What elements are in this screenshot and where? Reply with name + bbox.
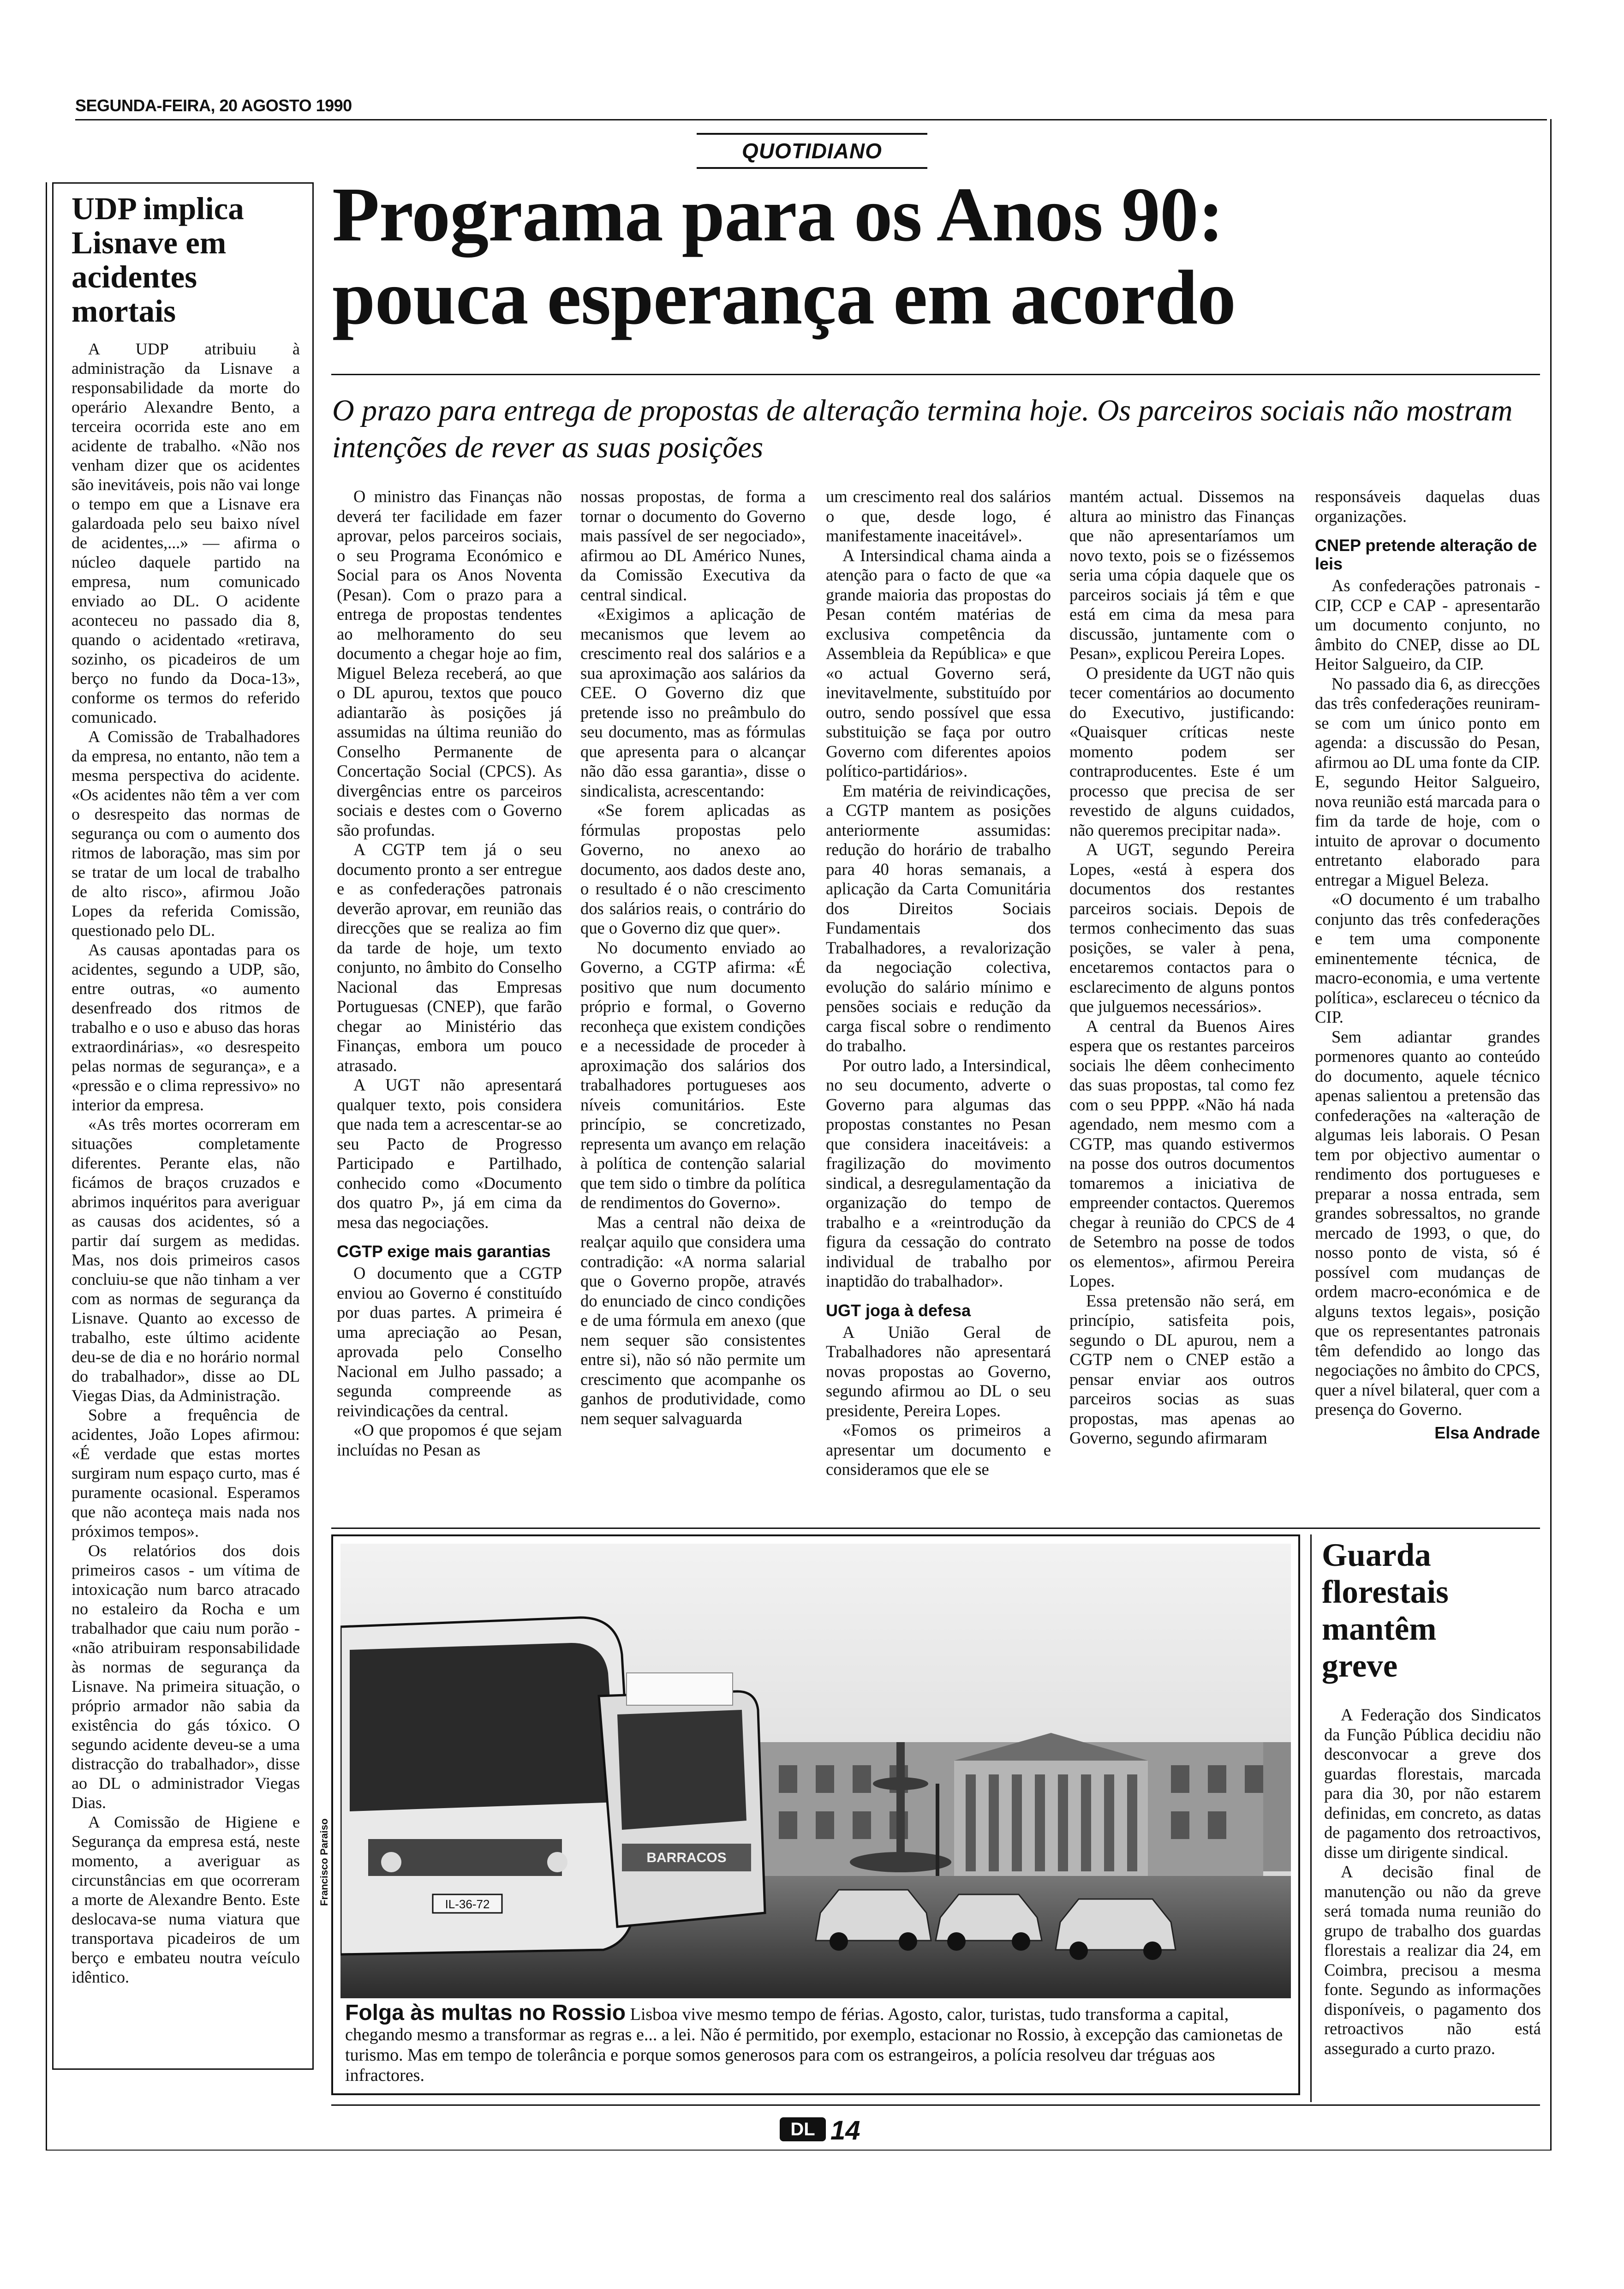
photo-top-rule — [331, 1528, 1540, 1529]
paragraph: responsáveis daquelas duas organizações. — [1315, 487, 1540, 526]
right-story-body — [1324, 1705, 1541, 2058]
paragraph: O documento que a CGTP enviou ao Governo é constituído por duas partes. A primeira é uma apreciação ao Pesan, aprovada pelo Conselho Nacional em Julho passado; a segunda compreende as reivindicações da central. — [337, 1264, 562, 1420]
section-label-box — [697, 133, 927, 169]
byline: Elsa Andrade — [1434, 1423, 1540, 1442]
paragraph: Os relatórios dos dois primeiros casos - um vítima de intoxicação num barco atracado no estaleiro da Rocha e um trabalhador que caiu num porão - «não atribuiram responsabilidade às normas de segurança da Lisnave. Na primeira situação, o próprio armador não sabia da existência do gás tóxico. O segundo acidente deveu-se a uma distracção do trabalhador», disse ao DL o administrador Viegas Dias. — [72, 1541, 300, 1812]
paragraph: No passado dia 6, as direcções das três confederações reuniram-se com um único ponto em agenda: a discussão do Pesan, afirmou ao DL uma fonte da CIP. E, segundo Heitor Salgueiro, nova reunião está marcada para o fim da tarde de hoje, com o intuito de aprovar o documento entretanto elaborado para entregar a Miguel Beleza. — [1315, 674, 1540, 889]
paragraph: A Comissão de Higiene e Segurança da empresa está, neste momento, a averiguar as circunstâncias em que ocorreram a morte de Alexandre Bento. Este deslocava-se numa viatura que transportava picadeiros de um berço e embateu noutra veículo idêntico. — [72, 1813, 300, 1986]
footer-logo-text: DL — [790, 2119, 815, 2139]
paragraph: A União Geral de Trabalhadores não apresentará novas propostas ao Governo, segundo afirmou ao DL o seu presidente, Pereira Lopes. — [826, 1322, 1051, 1420]
paragraph: Em matéria de reivindicações, a CGTP mantem as posições anteriormente assumidas: redução do horário de trabalho para 40 horas semanais, a aplicação da Carta Comunitária dos Direitos Sociais Fundamentais dos Trabalhadores, a revalorização da negociação colectiva, evolução do salário mínimo e pensões sociais e redução da carga fiscal sobre o rendimento do trabalho. — [826, 781, 1051, 1055]
rossio-photo-illustration — [340, 1544, 1291, 1998]
section-label: QUOTIDIANO — [742, 139, 882, 163]
paragraph: A Comissão de Trabalhadores da empresa, no entanto, não tem a mesma perspectiva do acidente. «Os acidentes não têm a ver com o desrespeito das normas de segurança ou com o aumento dos ritmos de laboração, mas sim por se tratar de um local de trabalho de alto risco», afirmou João Lopes da referida Comissão, questionado pelo DL. — [72, 727, 300, 940]
headline-rule — [331, 374, 1540, 375]
paragraph: A decisão final de manutenção ou não da greve será tomada numa reunião do grupo de trabalho dos guardas florestais a realizar dia 24, em Coimbra, precisou a mesma fonte. Segundo as informações disponíveis, o pagamento dos retroactivos não está assegurado a curto prazo. — [1324, 1862, 1541, 2058]
photo-image — [340, 1544, 1291, 1998]
paragraph: As confederações patronais - CIP, CCP e CAP - apresentarão um documento conjunto, no âmbito do CNEP, disse ao DL Heitor Salgueiro, da CIP. — [1315, 576, 1540, 673]
bus-plate-text: IL-36-72 — [445, 1897, 490, 1911]
paragraph: «O que propomos é que sejam incluídas no Pesan as — [337, 1420, 562, 1459]
page-bottom-rule — [46, 2150, 1552, 2151]
paragraph: Mas a central não deixa de realçar aquilo que considera uma contradição: «A norma salarial que o Governo propõe, através do enunciado de cinco condições e de uma fórmula em anexo (que nem sequer são consistentes entre si), não só não permite um crescimento que acompanhe os ganhos de produtividade, como nem sequer salvaguarda — [580, 1212, 806, 1428]
paragraph: No documento enviado ao Governo, a CGTP afirma: «É positivo que num documento próprio e formal, o Governo reconheça que existem condições e a necessidade de proceder à aproximação dos salários dos trabalhadores portugueses aos níveis comunitários. Este princípio, se concretizado, representa um avanço em relação à política de contenção salarial que tem sido o timbre da política de rendimentos do Governo». — [580, 938, 806, 1212]
bus-sign-text: BARRACOS — [646, 1850, 727, 1865]
headline-line-1: Programa para os Anos 90: — [332, 172, 1224, 258]
bottom-rule — [331, 2104, 1540, 2106]
right-story-divider — [1310, 1534, 1312, 2102]
main-col-3 — [826, 487, 1051, 1480]
headline-line-2: pouca esperança em acordo — [332, 255, 1236, 341]
paragraph: «Se forem aplicadas as fórmulas propostas pelo Governo, no anexo ao documento, aos dados deste ano, o resultado é o não crescimento dos salários reais, o contrário do que o Governo diz que quer». — [580, 801, 806, 937]
main-headline — [332, 173, 1541, 339]
main-col-5 — [1315, 487, 1540, 1443]
paragraph: mantém actual. Dissemos na altura ao ministro das Finanças que não apresentaríamos um novo texto, pois se o fizéssemos seria uma cópia daquele que os parceiros sociais já têm e que está em cima da mesa para discussão, juntamente com o Pesan», explicou Pereira Lopes. — [1069, 487, 1295, 663]
subhead-ugt: UGT joga à defesa — [826, 1300, 971, 1320]
caption-title: Folga às multas no Rossio — [345, 2001, 626, 2025]
paragraph: Por outro lado, a Intersindical, no seu documento, adverte o Governo para algumas das propostas constantes no Pesan que considera inaceitáveis: a fragilização do movimento sindical, a desregulamentação da organização do tempo de trabalho e a «reintrodução da figura da cessação do contrato individual de trabalho por inaptidão do trabalhador». — [826, 1055, 1051, 1290]
paragraph: A UGT não apresentará qualquer texto, pois considera que nada tem a acrescentar-se ao seu Pacto de Progresso Participado e Partilhado, conhecido como «Documento dos quatro P», já em cima da mesa das negociações. — [337, 1075, 562, 1232]
footer-logo — [780, 2117, 826, 2141]
photo-caption — [345, 2003, 1291, 2085]
header-rule — [75, 119, 1547, 120]
left-story-title: UDP implica Lisnave em acidentes mortais — [72, 191, 244, 329]
paragraph: Essa pretensão não será, em princípio, satisfeita pois, segundo o DL apurou, nem a CGTP nem o CNEP estão a pensar enviar aos outros parceiros socias as suas propostas, mas apenas ao Governo, segundo afirmaram — [1069, 1291, 1295, 1447]
subhead-cgtp: CGTP exige mais garantias — [337, 1242, 551, 1261]
paragraph: A CGTP tem já o seu documento pronto a ser entregue e as confederações patronais deverão aprovar, em reunião das direcções que se realiza ao fim da tarde de hoje, um texto conjunto, no âmbito do Conselho Nacional das Empresas Portuguesas (CNEP), que farão chegar ao Ministério das Finanças, embora um pouco atrasado. — [337, 840, 562, 1075]
main-col-2 — [580, 487, 806, 1428]
right-story-title: Guarda florestais mantêm greve — [1322, 1537, 1449, 1684]
paragraph: A central da Buenos Aires espera que os restantes parceiros sociais lhe dêem conhecimento das suas propostas, tal como fez com o seu PPPP. «Não há nada agendado, nem mesmo com a CGTP, mas quando estivermos na posse dos outros documentos tomaremos a iniciativa de empreender contactos. Queremos chegar à reunião do CPCS de 4 de Setembro na posse de todos os elementos», afirmou Pereira Lopes. — [1069, 1016, 1295, 1290]
paragraph: «Fomos os primeiros a apresentar um documento e consideramos que ele se — [826, 1420, 1051, 1479]
paragraph: O ministro das Finanças não deverá ter facilidade em fazer aprovar, pelos parceiros sociais, o seu Programa Económico e Social para os Anos Noventa (Pesan). Com o prazo para a entrega de propostas tendentes ao melhoramento do seu documento a chegar hoje ao fim, Miguel Beleza receberá, ao que o DL apurou, textos que pouco adiantarão às posições já assumidas na última reunião do Conselho Permanente de Concertação Social (CPCS). As divergências entre os parceiros sociais e destes com o Governo são profundas. — [337, 487, 562, 839]
paragraph: «As três mortes ocorreram em situações completamente diferentes. Perante elas, não ficámos de braços cruzados e abrimos inquéritos para averiguar as causas dos acidentes, só a partir daí surgem as medidas. Mas, nos dois primeiros casos concluiu-se que não tinham a ver com as normas de segurança da Lisnave. Quanto ao excesso de trabalho, este último acidente deu-se de dia e no horário normal do trabalhador», disse ao DL Viegas Dias, da Administração. — [72, 1115, 300, 1405]
paragraph: A Federação dos Sindicatos da Função Pública decidiu não desconvocar a greve dos guardas florestais, marcada para dia 30, por não estarem definidas, em concreto, as datas de pagamento dos retroactivos, disse um dirigente sindical. — [1324, 1705, 1541, 1862]
frame-left — [46, 182, 47, 2151]
page-date: SEGUNDA-FEIRA, 20 AGOSTO 1990 — [75, 96, 352, 115]
paragraph: «O documento é um trabalho conjunto das três confederações e tem uma componente eminentemente técnica, de macro-economia, e uma vertente política», esclareceu o técnico da CIP. — [1315, 890, 1540, 1026]
main-col-1 — [337, 487, 562, 1460]
photo-credit: Francisco Paraiso — [318, 1818, 330, 1906]
paragraph: O presidente da UGT não quis tecer comentários ao documento do Executivo, justificando: «Quaisquer críticas neste momento podem ser contraproducentes. Este é um processo que precisa de ser revestido de alguns cuidados, não queremos precipitar nada». — [1069, 663, 1295, 839]
paragraph: Sobre a frequência de acidentes, João Lopes afirmou: «É verdade que estas mortes surgiram num espaço curto, mas é puramente ocasional. Esperamos que não aconteça mais nada nos próximos tempos». — [72, 1406, 300, 1540]
subhead-cnep: CNEP pretende alteração de leis — [1315, 536, 1537, 573]
paragraph: As causas apontadas para os acidentes, segundo a UDP, são, entre outras, «o aumento desenfreado dos ritmos de trabalho e o uso e abuso das horas extraordinárias», «o desrespeito pelas normas de segurança», e a «pressão e o clima repressivo» no interior da empresa. — [72, 941, 300, 1114]
paragraph: nossas propostas, de forma a tornar o documento do Governo mais passível de ser negociado», afirmou ao DL Américo Nunes, da Comissão Executiva da central sindical. — [580, 487, 806, 604]
paragraph: «Exigimos a aplicação de mecanismos que levem ao crescimento real dos salários e a sua aproximação aos salários da CEE. O Governo diz que pretende isso no preâmbulo do seu documento, mas as fórmulas que apresenta para o alcançar não dão essa garantia», disse o sindicalista, acrescentando: — [580, 605, 806, 800]
left-story-body — [72, 339, 300, 1987]
paragraph: A Intersindical chama ainda a atenção para o facto de que «a grande maioria das propostas do Pesan contém matérias de exclusiva competência da Assembleia da República» e que «o actual Governo será, inevitavelmente, substituído por outro, sendo possível que essa substituição se faça por outro Governo com diferentes apoios político-partidários». — [826, 545, 1051, 780]
paragraph: Sem adiantar grandes pormenores quanto ao conteúdo do documento, aquele técnico apenas salientou a pretensão das confederações na «alteração de algumas leis laborais. O Pesan tem por objectivo aumentar o rendimento dos portugueses e preparar a nossa entrada, sem grandes sobressaltos, no grande mercado de 1993, o que, do nosso ponto de vista, só é possível com mudanças de ordem macro-económica e de alguns textos legais», posição que os representantes patronais têm defendido ao longo das negociações no âmbito do CPCS, quer a nível bilateral, quer com a presença do Governo. — [1315, 1027, 1540, 1419]
main-col-4 — [1069, 487, 1295, 1448]
main-deck: O prazo para entrega de propostas de alteração termina hoje. Os parceiros sociais não mostram intenções de rever as suas posições — [332, 394, 1513, 464]
frame-right — [1550, 119, 1552, 2150]
paragraph: A UDP atribuiu à administração da Lisnave a responsabilidade da morte do operário Alexandre Bento, a terceira ocorrida este ano em acidente de trabalho. «Não nos venham dizer que os acidentes são inevitáveis, pois não vai longe o tempo em que a Lisnave era galardoada pelo seu baixo nível de acidentes,...» — afirma o núcleo daquele partido na empresa, num comunicado enviado ao DL. O acidente aconteceu no passado dia 8, quando o acidentado «retirava, sozinho, os picadeiros de um berço no fundo da Doca-13», conforme os termos do referido comunicado. — [72, 340, 300, 726]
page-number: 14 — [830, 2115, 860, 2145]
paragraph: A UGT, segundo Pereira Lopes, «está à espera dos documentos dos restantes parceiros sociais. Depois de termos conhecimento das suas posições, se valer à pena, encetaremos contactos para o esclarecimento de alguns pontos que julguemos necessários». — [1069, 840, 1295, 1016]
paragraph: um crescimento real dos salários o que, desde logo, é manifestamente inaceitável». — [826, 487, 1051, 545]
caption-text: Lisboa vive mesmo tempo de férias. Agosto, calor, turistas, tudo transforma a capital, chegando mesmo a transformar as regras e... a lei. Não é permitido, por exemplo, estacionar no Rossio, à excepção das camionetas de turismo. Mas em tempo de tolerância e porque somos generosos para com os estrangeiros, a polícia resolveu dar tréguas aos infractores. — [345, 2005, 1283, 2085]
